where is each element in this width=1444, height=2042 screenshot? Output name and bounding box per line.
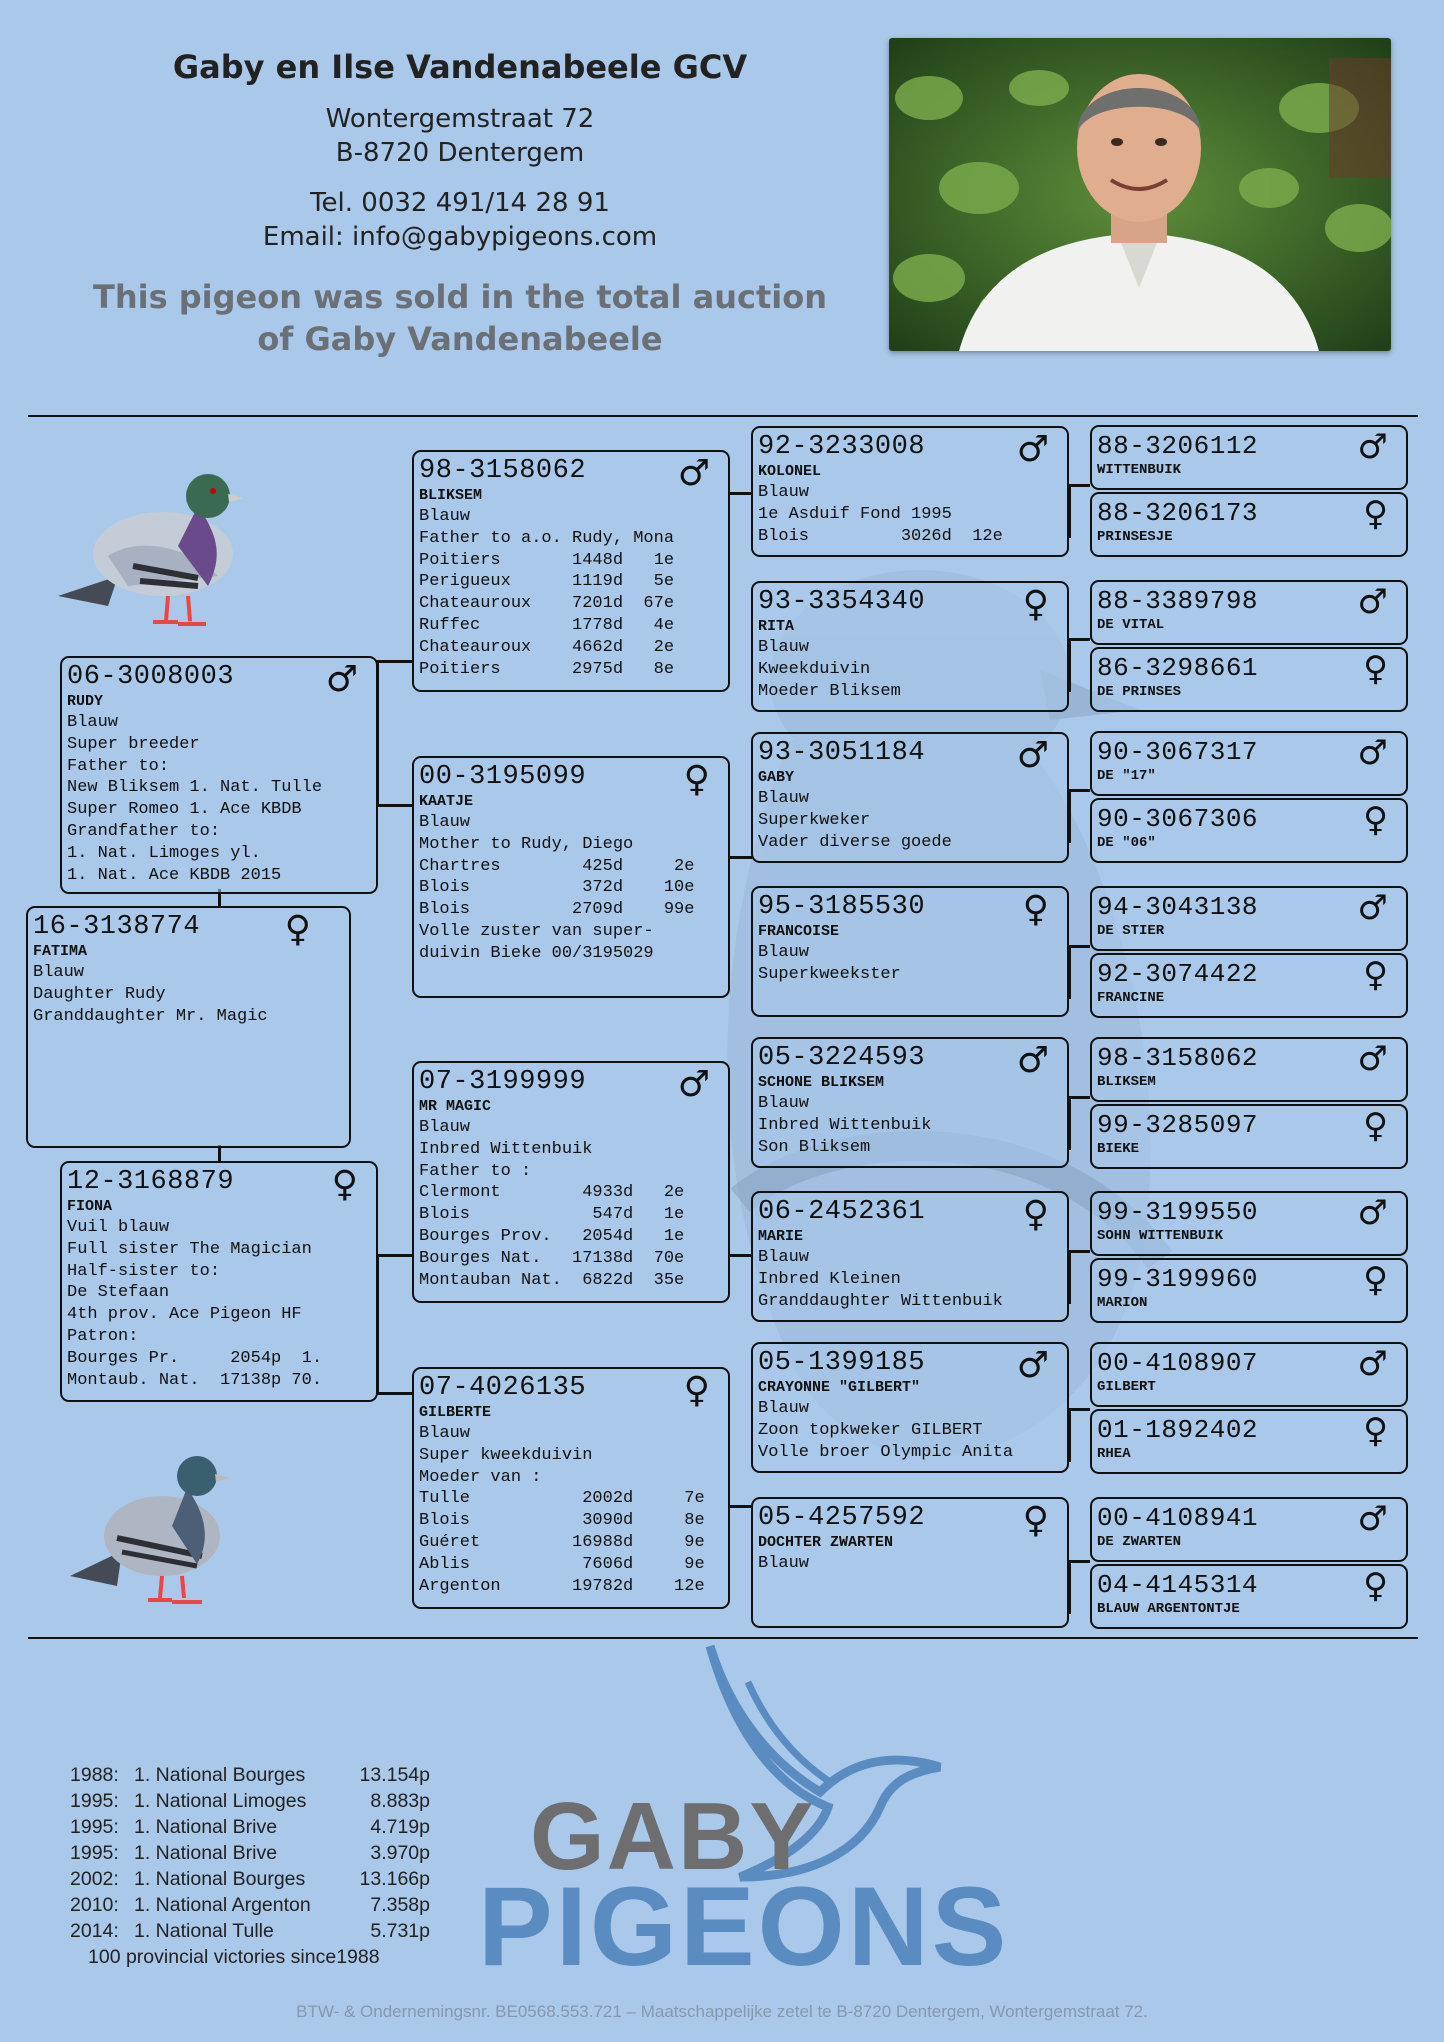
card-line: Father to : — [419, 1161, 532, 1181]
pigeon-name: DE PRINSES — [1097, 684, 1182, 700]
achievement-year: 2014: — [70, 1920, 119, 1942]
male-symbol-icon: ♂ — [1357, 1039, 1388, 1079]
card-line: 1e Asduif Fond 1995 — [758, 504, 952, 524]
female-symbol-icon: ♀ — [1022, 889, 1049, 930]
ring-number: 05-3224593 — [758, 1043, 926, 1073]
ring-number: 93-3354340 — [758, 587, 926, 617]
pedigree-card-great-grandparent — [751, 581, 1069, 712]
pedigree-card-gg-grandparent — [1090, 1342, 1408, 1407]
pigeon-name: MARIE — [758, 1228, 804, 1245]
achievements-list — [70, 1762, 430, 1970]
achievement-race: 1. National Brive — [134, 1842, 278, 1864]
connector — [728, 492, 752, 495]
card-line: Granddaughter Mr. Magic — [33, 1006, 268, 1026]
pedigree-card-gg-grandparent — [1090, 1104, 1408, 1169]
card-line: Moeder van : — [419, 1467, 542, 1487]
male-symbol-icon: ♂ — [1016, 429, 1049, 470]
card-line: Full sister The Magician — [67, 1239, 312, 1259]
pigeon-name: DE ZWARTEN — [1097, 1534, 1182, 1550]
ring-number: 16-3138774 — [33, 912, 201, 942]
divider-bottom — [28, 1637, 1418, 1639]
ring-number: 07-3199999 — [419, 1067, 587, 1097]
ring-number: 99-3199960 — [1097, 1264, 1259, 1294]
pedigree-card-gg-grandparent — [1090, 1564, 1408, 1629]
card-line: Blauw — [758, 638, 810, 657]
connector — [1068, 1408, 1090, 1411]
card-line: Inbred Wittenbuik — [758, 1115, 932, 1135]
pigeon-name: FRANCOISE — [758, 923, 840, 940]
card-line: Blois 372d 10e — [419, 878, 695, 898]
ring-number: 92-3074422 — [1097, 959, 1259, 989]
pigeon-name: BLIKSEM — [1097, 1074, 1156, 1090]
achievement-row — [70, 1866, 430, 1892]
card-line: Blauw — [758, 789, 810, 808]
card-line: Blois 3090d 8e — [419, 1511, 705, 1531]
card-line: Blauw — [758, 1399, 810, 1418]
achievement-row — [70, 1814, 430, 1840]
card-line: Blauw — [758, 1554, 810, 1573]
pigeon-name: DOCHTER ZWARTEN — [758, 1534, 894, 1551]
pigeon-name: FRANCINE — [1097, 990, 1165, 1006]
address-street: Wontergemstraat 72 — [325, 104, 595, 134]
achievement-row — [70, 1892, 430, 1918]
achievement-points: 3.970p — [370, 1842, 430, 1864]
card-line: Blois 3026d 12e — [758, 526, 1003, 546]
achievement-year: 1995: — [70, 1816, 119, 1838]
ring-number: 86-3298661 — [1097, 653, 1259, 683]
ring-number: 00-4108941 — [1097, 1503, 1259, 1533]
connector — [1068, 1560, 1090, 1563]
female-symbol-icon: ♀ — [1022, 584, 1049, 625]
achievement-race: 1. National Bourges — [134, 1868, 306, 1890]
achievement-race: 1. National Tulle — [134, 1920, 274, 1942]
achievement-row — [70, 1840, 430, 1866]
pigeon-name: SOHN WITTENBUIK — [1097, 1228, 1224, 1244]
card-line: Poitiers 2975d 8e — [419, 659, 675, 679]
connector — [1068, 789, 1090, 792]
pedigree-card-great-grandparent — [751, 1342, 1069, 1473]
pedigree-card-great-grandparent — [751, 1191, 1069, 1322]
male-symbol-icon: ♂ — [677, 1064, 710, 1105]
pigeon-name: KOLONEL — [758, 463, 822, 480]
pigeon-name: BLIKSEM — [419, 487, 483, 504]
card-line: Bourges Pr. 2054p 1. — [67, 1348, 323, 1368]
card-line: Montauban Nat. 6822d 35e — [419, 1270, 685, 1290]
male-symbol-icon: ♂ — [1016, 1040, 1049, 1081]
connector — [1068, 484, 1090, 487]
card-line: Guéret 16988d 9e — [419, 1532, 705, 1552]
card-line: Super breeder — [67, 734, 200, 754]
pedigree-card-gg-grandparent — [1090, 425, 1408, 490]
achievement-points: 4.719p — [370, 1816, 430, 1838]
pigeon-name: BIEKE — [1097, 1141, 1140, 1157]
card-line: Chartres 425d 2e — [419, 856, 695, 876]
pedigree-card-gg-grandparent — [1090, 1409, 1408, 1474]
ring-number: 05-4257592 — [758, 1503, 926, 1533]
card-line: Vader diverse goede — [758, 832, 952, 852]
card-line: Blauw — [33, 963, 85, 982]
ring-number: 12-3168879 — [67, 1167, 235, 1197]
pedigree-card-grandparent — [412, 1367, 730, 1609]
card-line: Blauw — [419, 507, 471, 526]
male-symbol-icon: ♂ — [677, 453, 710, 494]
card-line: duivin Bieke 00/3195029 — [419, 943, 654, 963]
connector — [1068, 638, 1090, 641]
pedigree-card-gg-grandparent — [1090, 492, 1408, 557]
male-symbol-icon: ♂ — [1357, 733, 1388, 773]
pedigree-card-gg-grandparent — [1090, 953, 1408, 1018]
female-symbol-icon: ♀ — [1363, 1411, 1388, 1451]
male-symbol-icon: ♂ — [1357, 1499, 1388, 1539]
ring-number: 99-3199550 — [1097, 1197, 1259, 1227]
achievement-year: 1988: — [70, 1764, 119, 1786]
card-line: Volle zuster van super- — [419, 921, 654, 941]
card-line: Superkweker — [758, 810, 871, 830]
male-symbol-icon: ♂ — [1357, 1344, 1388, 1384]
female-symbol-icon: ♀ — [683, 1370, 710, 1411]
male-symbol-icon: ♂ — [1016, 735, 1049, 776]
achievement-race: 1. National Bourges — [134, 1764, 306, 1786]
pigeon-name: DE STIER — [1097, 923, 1165, 939]
female-symbol-icon: ♀ — [331, 1164, 358, 1205]
card-line: Patron: — [67, 1326, 139, 1346]
pigeon-name: RITA — [758, 618, 795, 635]
pedigree-card-gg-grandparent — [1090, 731, 1408, 796]
email: Email: info@gabypigeons.com — [262, 222, 658, 252]
pedigree-card-grandparent — [412, 756, 730, 998]
card-line: Montaub. Nat. 17138p 70. — [67, 1370, 323, 1390]
ring-number: 94-3043138 — [1097, 892, 1259, 922]
card-line: Daughter Rudy — [33, 984, 166, 1004]
ring-number: 07-4026135 — [419, 1373, 587, 1403]
pigeon-name: PRINSESJE — [1097, 529, 1173, 545]
card-line: 4th prov. Ace Pigeon HF — [67, 1305, 302, 1325]
pigeon-name: FIONA — [67, 1198, 113, 1215]
pedigree-card-subject — [26, 906, 351, 1148]
pedigree-card-great-grandparent — [751, 886, 1069, 1017]
connector — [376, 1254, 414, 1257]
achievement-row — [70, 1788, 430, 1814]
divider-top — [28, 415, 1418, 417]
pigeon-name: GILBERTE — [419, 1404, 492, 1421]
pedigree-card-great-grandparent — [751, 426, 1069, 557]
card-line: Chateauroux 7201d 67e — [419, 594, 675, 614]
address-city: B-8720 Dentergem — [335, 138, 585, 168]
owner-photo — [889, 38, 1391, 351]
ring-number: 90-3067317 — [1097, 737, 1259, 767]
pedigree-card-great-grandparent — [751, 1497, 1069, 1628]
pigeon-name: DE "17" — [1097, 768, 1156, 784]
pedigree-card-gg-grandparent — [1090, 647, 1408, 712]
card-line: Inbred Kleinen — [758, 1269, 901, 1289]
connector — [1068, 1096, 1090, 1099]
logo-text-pigeons: PIGEONS — [478, 1864, 1010, 1989]
pigeon-name: KAATJE — [419, 793, 474, 810]
ring-number: 88-3206173 — [1097, 498, 1259, 528]
pigeon-male-icon — [48, 436, 248, 636]
pedigree-card-gg-grandparent — [1090, 886, 1408, 951]
card-line: Blauw — [758, 483, 810, 502]
ring-number: 06-2452361 — [758, 1197, 926, 1227]
card-line: Tulle 2002d 7e — [419, 1489, 705, 1509]
male-symbol-icon: ♂ — [1357, 582, 1388, 622]
female-symbol-icon: ♀ — [1363, 1106, 1388, 1146]
card-line: Vuil blauw — [67, 1218, 170, 1237]
connector — [728, 1505, 752, 1508]
pigeon-name: BLAUW ARGENTONTJE — [1097, 1601, 1240, 1617]
card-line: Blauw — [67, 713, 119, 732]
card-line: Grandfather to: — [67, 821, 221, 841]
card-line: New Bliksem 1. Nat. Tulle — [67, 778, 323, 798]
ring-number: 92-3233008 — [758, 432, 926, 462]
achievement-points: 13.166p — [359, 1868, 430, 1890]
female-symbol-icon: ♀ — [1363, 955, 1388, 995]
female-symbol-icon: ♀ — [1022, 1194, 1049, 1235]
card-line: Son Bliksem — [758, 1137, 871, 1157]
card-line: Volle broer Olympic Anita — [758, 1442, 1014, 1462]
achievement-points: 8.883p — [370, 1790, 430, 1812]
pedigree-card-gg-grandparent — [1090, 1258, 1408, 1323]
card-line: Argenton 19782d 12e — [419, 1576, 705, 1596]
card-line: Blauw — [758, 1248, 810, 1267]
card-line: Ablis 7606d 9e — [419, 1554, 705, 1574]
card-line: Blois 2709d 99e — [419, 900, 695, 920]
pigeon-name: RUDY — [67, 693, 104, 710]
pigeon-name: DE "06" — [1097, 835, 1156, 851]
card-line: Bourges Nat. 17138d 70e — [419, 1248, 685, 1268]
ring-number: 93-3051184 — [758, 738, 926, 768]
ring-number: 05-1399185 — [758, 1348, 926, 1378]
card-line: Blauw — [758, 943, 810, 962]
card-line: Clermont 4933d 2e — [419, 1183, 685, 1203]
card-line: Moeder Bliksem — [758, 681, 901, 701]
pigeon-name: GILBERT — [1097, 1379, 1156, 1395]
achievement-year: 1995: — [70, 1790, 119, 1812]
sold-notice — [60, 276, 860, 360]
male-symbol-icon: ♂ — [325, 659, 358, 700]
female-symbol-icon: ♀ — [1363, 1566, 1388, 1606]
achievement-year: 1995: — [70, 1842, 119, 1864]
pedigree-card-gg-grandparent — [1090, 580, 1408, 645]
sold-notice-line1: This pigeon was sold in the total auction — [92, 278, 827, 316]
card-line: Super kweekduivin — [419, 1445, 593, 1465]
pigeon-name: WITTENBUIK — [1097, 462, 1182, 478]
male-symbol-icon: ♂ — [1357, 1193, 1388, 1233]
connector — [1068, 945, 1090, 948]
pigeon-name: GABY — [758, 769, 795, 786]
achievement-year: 2010: — [70, 1894, 119, 1916]
achievement-points: 13.154p — [359, 1764, 430, 1786]
card-line: Father to a.o. Rudy, Mona — [419, 528, 675, 548]
achievement-race: 1. National Argenton — [134, 1894, 311, 1916]
card-line: Blauw — [419, 1424, 471, 1443]
sold-notice-line2: of Gaby Vandenabeele — [257, 320, 663, 358]
achievement-row — [70, 1918, 430, 1944]
card-line: Granddaughter Wittenbuik — [758, 1291, 1003, 1311]
pigeon-female-icon — [62, 1426, 232, 1606]
card-line: Blois 547d 1e — [419, 1205, 685, 1225]
pedigree-card-gg-grandparent — [1090, 1497, 1408, 1562]
pigeon-name: DE VITAL — [1097, 617, 1165, 633]
card-line: Perigueux 1119d 5e — [419, 572, 675, 592]
pedigree-card-grandparent — [412, 1061, 730, 1303]
pigeon-name: SCHONE BLIKSEM — [758, 1074, 885, 1091]
achievement-race: 1. National Brive — [134, 1816, 278, 1838]
achievement-race: 1. National Limoges — [134, 1790, 307, 1812]
connector — [376, 804, 414, 807]
pigeon-name: CRAYONNE "GILBERT" — [758, 1379, 921, 1396]
female-symbol-icon: ♀ — [1363, 649, 1388, 689]
pigeon-name: RHEA — [1097, 1446, 1131, 1462]
ring-number: 00-4108907 — [1097, 1348, 1259, 1378]
ring-number: 98-3158062 — [419, 456, 587, 486]
pedigree-card-mother — [60, 1161, 378, 1402]
card-line: Zoon topkweker GILBERT — [758, 1420, 983, 1440]
connector — [728, 1254, 752, 1257]
female-symbol-icon: ♀ — [683, 759, 710, 800]
card-line: Half-sister to: — [67, 1261, 221, 1281]
ring-number: 90-3067306 — [1097, 804, 1259, 834]
card-line: De Stefaan — [67, 1283, 170, 1303]
connector — [376, 660, 414, 663]
pedigree-card-great-grandparent — [751, 732, 1069, 863]
card-line: Father to: — [67, 756, 170, 776]
pedigree-card-gg-grandparent — [1090, 798, 1408, 863]
achievement-row — [70, 1762, 430, 1788]
logo-text-gaby: GABY — [530, 1783, 816, 1890]
ring-number: 88-3206112 — [1097, 431, 1259, 461]
male-symbol-icon: ♂ — [1357, 427, 1388, 467]
ring-number: 01-1892402 — [1097, 1415, 1259, 1445]
female-symbol-icon: ♀ — [1363, 1260, 1388, 1300]
ring-number: 98-3158062 — [1097, 1043, 1259, 1073]
card-line: Kweekduivin — [758, 659, 871, 679]
ring-number: 88-3389798 — [1097, 586, 1259, 616]
card-line: Mother to Rudy, Diego — [419, 834, 634, 854]
connector — [376, 1392, 414, 1395]
male-symbol-icon: ♂ — [1016, 1345, 1049, 1386]
pigeon-name: MARION — [1097, 1295, 1148, 1311]
female-symbol-icon: ♀ — [284, 909, 311, 950]
owner-name: Gaby en Ilse Vandenabeele GCV — [172, 48, 748, 86]
card-line: Blauw — [419, 813, 471, 832]
ring-number: 00-3195099 — [419, 762, 587, 792]
ring-number: 99-3285097 — [1097, 1110, 1259, 1140]
card-line: 1. Nat. Limoges yl. — [67, 843, 261, 863]
achievement-year: 2002: — [70, 1868, 119, 1890]
pedigree-card-gg-grandparent — [1090, 1191, 1408, 1256]
provincial-victories: 100 provincial victories since1988 — [88, 1946, 380, 1968]
pigeon-name: FATIMA — [33, 943, 88, 960]
card-line: Poitiers 1448d 1e — [419, 550, 675, 570]
card-line: Chateauroux 4662d 2e — [419, 637, 675, 657]
connector — [1068, 1250, 1090, 1253]
achievement-points: 7.358p — [370, 1894, 430, 1916]
card-line: Inbred Wittenbuik — [419, 1139, 593, 1159]
male-symbol-icon: ♂ — [1357, 888, 1388, 928]
card-line: Bourges Prov. 2054d 1e — [419, 1226, 685, 1246]
pedigree-card-gg-grandparent — [1090, 1037, 1408, 1102]
ring-number: 06-3008003 — [67, 662, 235, 692]
card-line: Superkweekster — [758, 964, 901, 984]
ring-number: 04-4145314 — [1097, 1570, 1259, 1600]
footer-legal: BTW- & Ondernemingsnr. BE0568.553.721 – Maatschappelijke zetel te B-8720 Dentergem, Wontergemstraat 72. — [296, 2002, 1148, 2021]
achievement-points: 5.731p — [370, 1920, 430, 1942]
pedigree-card-grandparent — [412, 450, 730, 692]
connector — [728, 856, 752, 859]
card-line: Super Romeo 1. Ace KBDB — [67, 800, 302, 820]
female-symbol-icon: ♀ — [1363, 800, 1388, 840]
card-line: Ruffec 1778d 4e — [419, 615, 675, 635]
pigeon-name: MR MAGIC — [419, 1098, 492, 1115]
female-symbol-icon: ♀ — [1022, 1500, 1049, 1541]
female-symbol-icon: ♀ — [1363, 494, 1388, 534]
telephone: Tel. 0032 491/14 28 91 — [310, 188, 610, 218]
pedigree-card-great-grandparent — [751, 1037, 1069, 1168]
card-line: 1. Nat. Ace KBDB 2015 — [67, 865, 282, 885]
card-line: Blauw — [419, 1118, 471, 1137]
card-line: Blauw — [758, 1094, 810, 1113]
pedigree-card-father — [60, 656, 378, 894]
ring-number: 95-3185530 — [758, 892, 926, 922]
